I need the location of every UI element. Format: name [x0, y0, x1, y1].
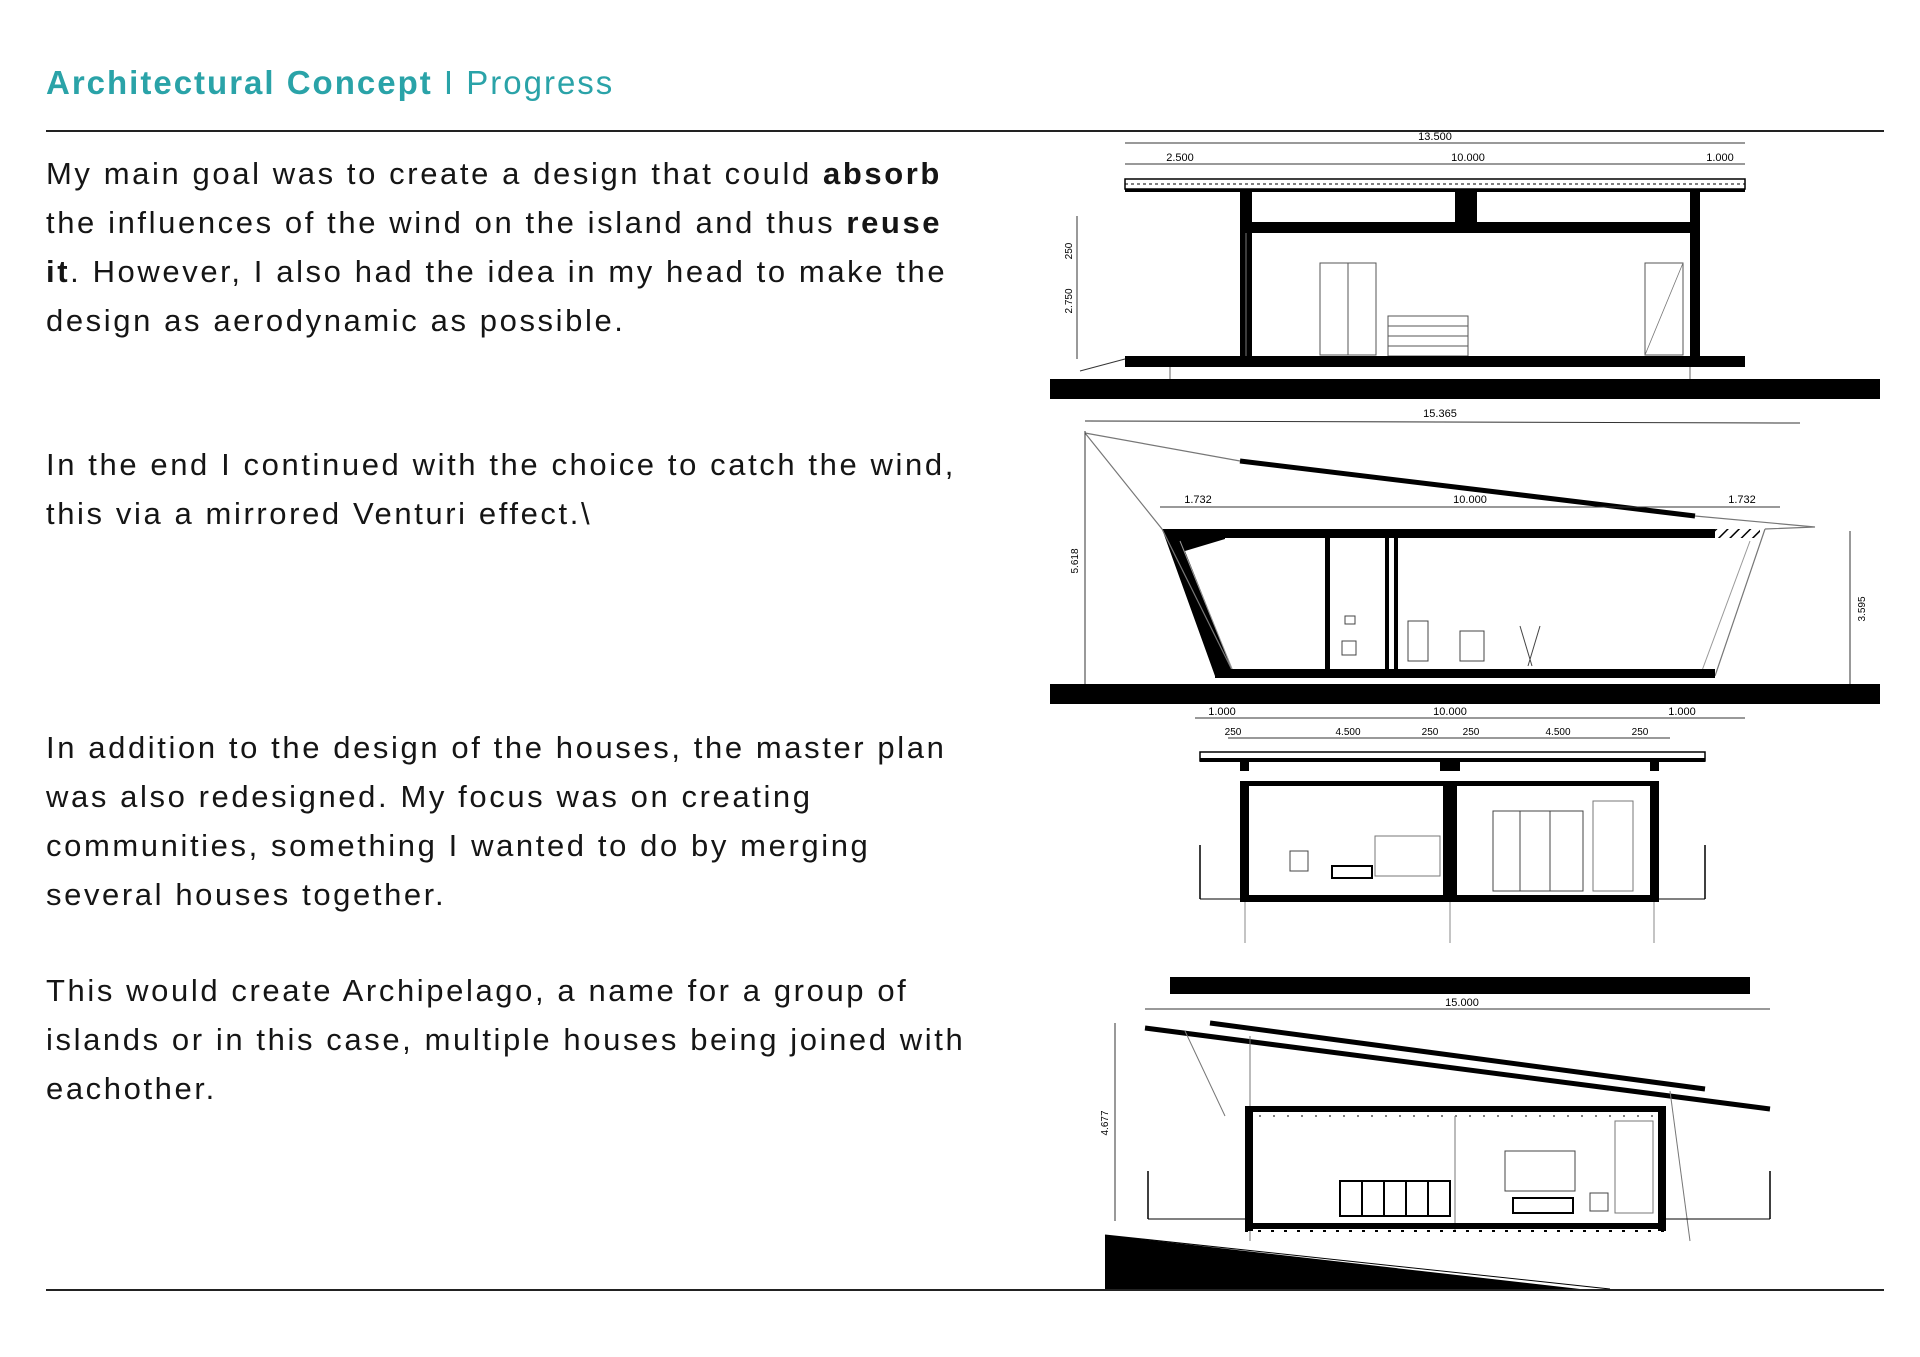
dim-s2-mid: 10.000	[1453, 494, 1487, 506]
dim-s3-sub6: 250	[1631, 727, 1649, 738]
dim-s3-right: 1.000	[1668, 706, 1696, 718]
section-drawings	[1050, 131, 1890, 1291]
dim-s1-mid: 10.000	[1451, 152, 1485, 164]
paragraph-masterplan	[46, 723, 986, 919]
p1-text-c: . However, I also had the idea in my head to make the design as aerodynamic as possible.	[46, 254, 948, 338]
dim-s2-right: 1.732	[1728, 494, 1756, 506]
dim-s1-right: 1.000	[1706, 152, 1734, 164]
dim-s4-height: 4.677	[1100, 1110, 1111, 1136]
dim-s2-left: 1.732	[1184, 494, 1212, 506]
p2-text: In the end I continued with the choice to catch the wind, this via a mirrored Venturi effect.\	[46, 447, 956, 531]
dim-s1-left: 2.500	[1166, 152, 1194, 164]
dim-s3-mid: 10.000	[1433, 706, 1467, 718]
dim-s2-height: 5.618	[1070, 548, 1081, 574]
p3-text: In addition to the design of the houses, the master plan was also redesigned. My focus was on creating communities, something I wanted to do by merging several houses together.	[46, 730, 947, 912]
page-header	[46, 64, 614, 102]
section-drawing-4	[1100, 997, 1770, 1289]
paragraph-venturi	[46, 440, 986, 538]
dim-s3-sub1: 250	[1224, 727, 1242, 738]
dim-s1-v1: 250	[1064, 242, 1075, 260]
section-drawing-2	[1050, 408, 1880, 704]
dim-s2-total: 15.365	[1423, 408, 1457, 420]
section-drawing-3	[1170, 706, 1750, 994]
p1-text-b: the influences of the wind on the island and thus	[46, 205, 847, 240]
page-title: Architectural Concept	[46, 64, 433, 101]
paragraph-archipelago	[46, 966, 986, 1113]
p4-text: This would create Archipelago, a name for a group of islands or in this case, multiple houses being joined with eachother.	[46, 973, 966, 1106]
p1-bold-reuse: reuse it	[46, 205, 943, 289]
dim-s1-total: 13.500	[1418, 131, 1452, 143]
dim-s3-sub2: 4.500	[1335, 727, 1361, 738]
dim-s3-left: 1.000	[1208, 706, 1236, 718]
page-subtitle: Progress	[466, 64, 615, 101]
p1-text-a: My main goal was to create a design that could	[46, 156, 823, 191]
dim-s4-total: 15.000	[1445, 997, 1479, 1009]
section-drawing-1	[1050, 131, 1880, 399]
dim-s3-sub5: 4.500	[1545, 727, 1571, 738]
dim-s1-v2: 2.750	[1064, 288, 1075, 314]
dim-s3-sub4: 250	[1462, 727, 1480, 738]
p1-bold-absorb: absorb	[823, 156, 942, 191]
dim-s3-sub3: 250	[1421, 727, 1439, 738]
paragraph-goal	[46, 149, 986, 345]
dim-s2-side: 3.595	[1857, 596, 1868, 622]
title-separator: I	[443, 64, 456, 101]
